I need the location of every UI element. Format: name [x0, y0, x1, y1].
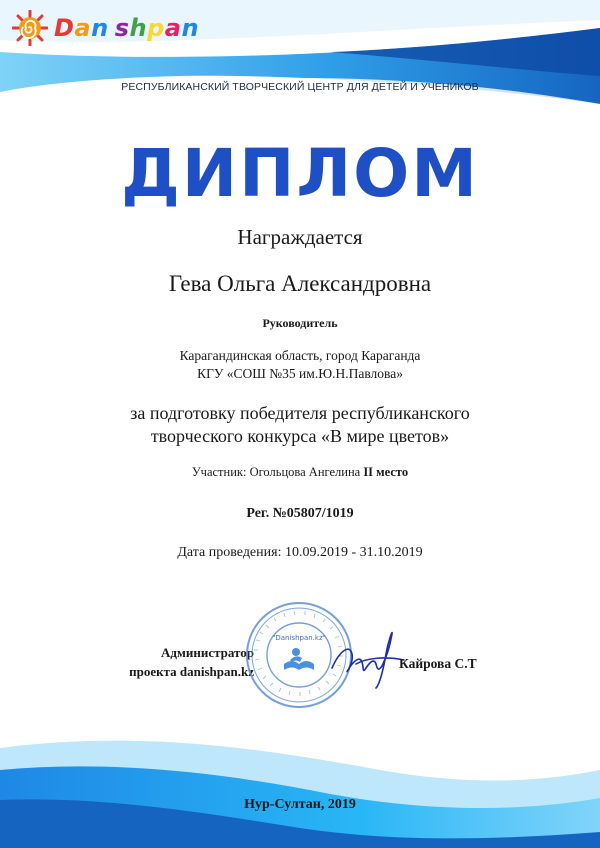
- participant-label: Участник: Огольцова Ангелина: [191, 465, 361, 479]
- brand-wordmark: [54, 14, 199, 42]
- organization-header: РЕСПУБЛИКАНСКИЙ ТВОРЧЕСКИЙ ЦЕНТР ДЛЯ ДЕТЕЙ И УЧЕНИКОВ: [121, 81, 479, 93]
- admin-line-2: проекта danishpan.kz: [129, 664, 254, 679]
- seal-label: "Danishpan.kz": [272, 634, 326, 642]
- brand-letter: s: [114, 14, 130, 42]
- registration-number: Рег. №05807/1019: [246, 506, 354, 521]
- region-line: Карагандинская область, город Караганда: [179, 348, 421, 363]
- book-figure-icon: [284, 648, 314, 670]
- brand-letter: D: [54, 14, 75, 42]
- sun-spiral-icon: [12, 10, 48, 46]
- brand-letter: n: [181, 14, 200, 42]
- signer-name: Кайрова С.Т: [399, 656, 477, 671]
- school-line: КГУ «СОШ №35 им.Ю.Н.Павлова»: [197, 366, 403, 381]
- brand-logo: [12, 8, 199, 48]
- awarded-label: Награждается: [237, 225, 363, 249]
- brand-letter: h: [129, 14, 148, 42]
- city-and-year: Нур-Султан, 2019: [244, 797, 356, 812]
- event-dates: Дата проведения: 10.09.2019 - 31.10.2019: [177, 545, 423, 560]
- brand-letter: n: [91, 14, 109, 42]
- handwritten-signature: [326, 628, 410, 690]
- recipient-name: Гева Ольга Александровна: [168, 271, 432, 296]
- recipient-role: Руководитель: [262, 316, 338, 330]
- brand-letter: p: [147, 14, 165, 42]
- award-reason: [0, 402, 600, 448]
- recipient-organization: [0, 347, 600, 383]
- admin-line-1: Администратор: [161, 645, 254, 660]
- brand-letter: a: [164, 14, 182, 42]
- participant-place: II место: [363, 465, 409, 479]
- participant-info: [0, 465, 600, 480]
- brand-letter: a: [74, 14, 92, 42]
- reason-line-2: творческого конкурса «В мире цветов»: [150, 426, 450, 446]
- diploma-title: ДИПЛОМ: [121, 135, 479, 212]
- administrator-block: [104, 643, 254, 681]
- reason-line-1: за подготовку победителя республиканского: [130, 403, 470, 423]
